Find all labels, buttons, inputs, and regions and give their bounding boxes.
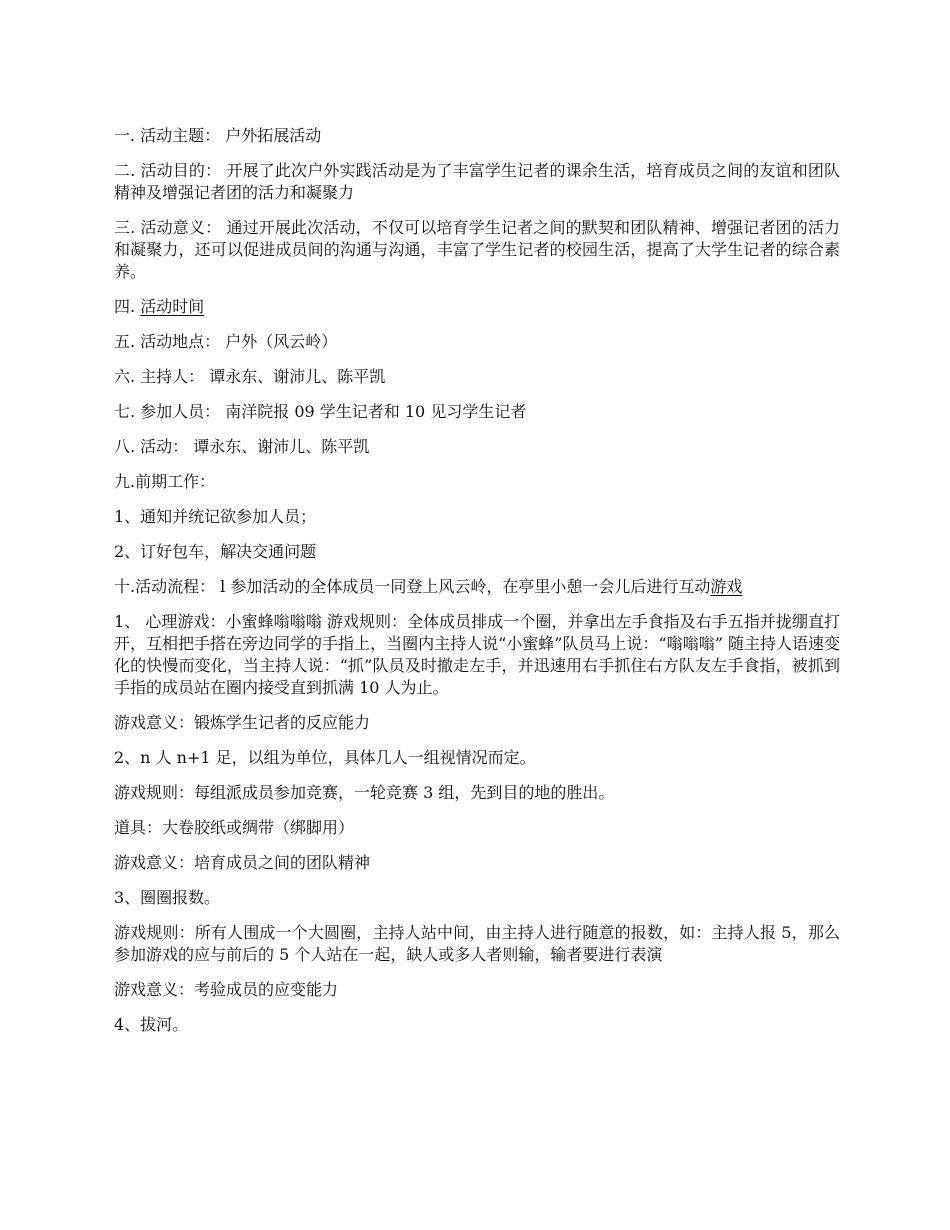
paragraph-activity-time [114, 296, 840, 318]
paragraph-activity-significance: 三. 活动意义： 通过开展此次活动，不仅可以培育学生记者之间的默契和团队精神、增强记者团的活力和凝聚力，还可以促进成员间的沟通与沟通，丰富了学生记者的校园生活，提高了大学生记者的综合素养。 [114, 218, 840, 281]
paragraph-game-2-props: 道具：大卷胶纸或绸带（绑脚用） [114, 818, 355, 837]
paragraph-preparation-item-2: 2、订好包车，解决交通问题 [114, 542, 317, 561]
paragraph-participants: 七. 参加人员： 南洋院报 09 学生记者和 10 见习学生记者 [114, 402, 527, 421]
paragraph-prefix: 四. [114, 297, 141, 316]
paragraph-prefix: 十.活动流程： l 参加活动的全体成员一同登上风云岭，在亭里小憩一会儿后进行互动 [114, 577, 711, 596]
paragraph-preparation-heading: 九.前期工作： [114, 472, 216, 491]
paragraph-game-2-meaning: 游戏意义：培育成员之间的团队精神 [114, 853, 371, 872]
paragraph-game-1-meaning: 游戏意义：锻炼学生记者的反应能力 [114, 713, 371, 732]
paragraph-preparation-item-1: 1、通知并统记欲参加人员； [114, 507, 317, 526]
paragraph-game-2-rules: 游戏规则：每组派成员参加竞赛，一轮竞赛 3 组，先到目的地的胜出。 [114, 783, 615, 802]
paragraph-activity-location: 五. 活动地点： 户外（风云岭） [114, 332, 338, 351]
paragraph-hosts: 六. 主持人： 谭永东、谢沛儿、陈平凯 [114, 367, 386, 386]
paragraph-activity-flow [114, 576, 840, 598]
paragraph-game-4-title: 4、拔河。 [114, 1015, 189, 1034]
paragraph-game-2-title: 2、n 人 n+1 足，以组为单位，具体几人一组视情况而定。 [114, 748, 536, 767]
paragraph-game-3-rules: 游戏规则：所有人围成一个大圆圈，主持人站中间，由主持人进行随意的报数，如：主持人报 5，那么参加游戏的应与前后的 5 个人站在一起，缺人或多人者则输，输者要进行表演 [114, 923, 840, 964]
document-body [114, 125, 840, 1049]
paragraph-activity-purpose: 二. 活动目的： 开展了此次户外实践活动是为了丰富学生记者的课余生活，培育成员之间的友谊和团队精神及增强记者团的活力和凝聚力 [114, 161, 840, 202]
paragraph-game-3-meaning: 游戏意义：考验成员的应变能力 [114, 980, 339, 999]
underlined-text: 活动时间 [140, 297, 205, 316]
paragraph-game-3-title: 3、圈圈报数。 [114, 888, 221, 907]
paragraph-activity-theme: 一. 活动主题： 户外拓展活动 [114, 126, 322, 145]
paragraph-activity-staff: 八. 活动： 谭永东、谢沛儿、陈平凯 [114, 437, 370, 456]
paragraph-game-1-rules: 1、 心理游戏：小蜜蜂嗡嗡嗡 游戏规则：全体成员排成一个圈，并拿出左手食指及右手五指并拢绷直打开，互相把手搭在旁边同学的手指上，当圈内主持人说“小蜜蜂”队员马上说：“嗡嗡嗡” 随主持人语速变化的快慢而变化，当主持人说：“抓”队员及时撤走左手，并迅速用右手抓住右方队友左手食指，被抓到手指的成员站在圈内接受直到抓满 10 人为止。 [114, 612, 840, 697]
underlined-text: 游戏 [710, 577, 743, 596]
